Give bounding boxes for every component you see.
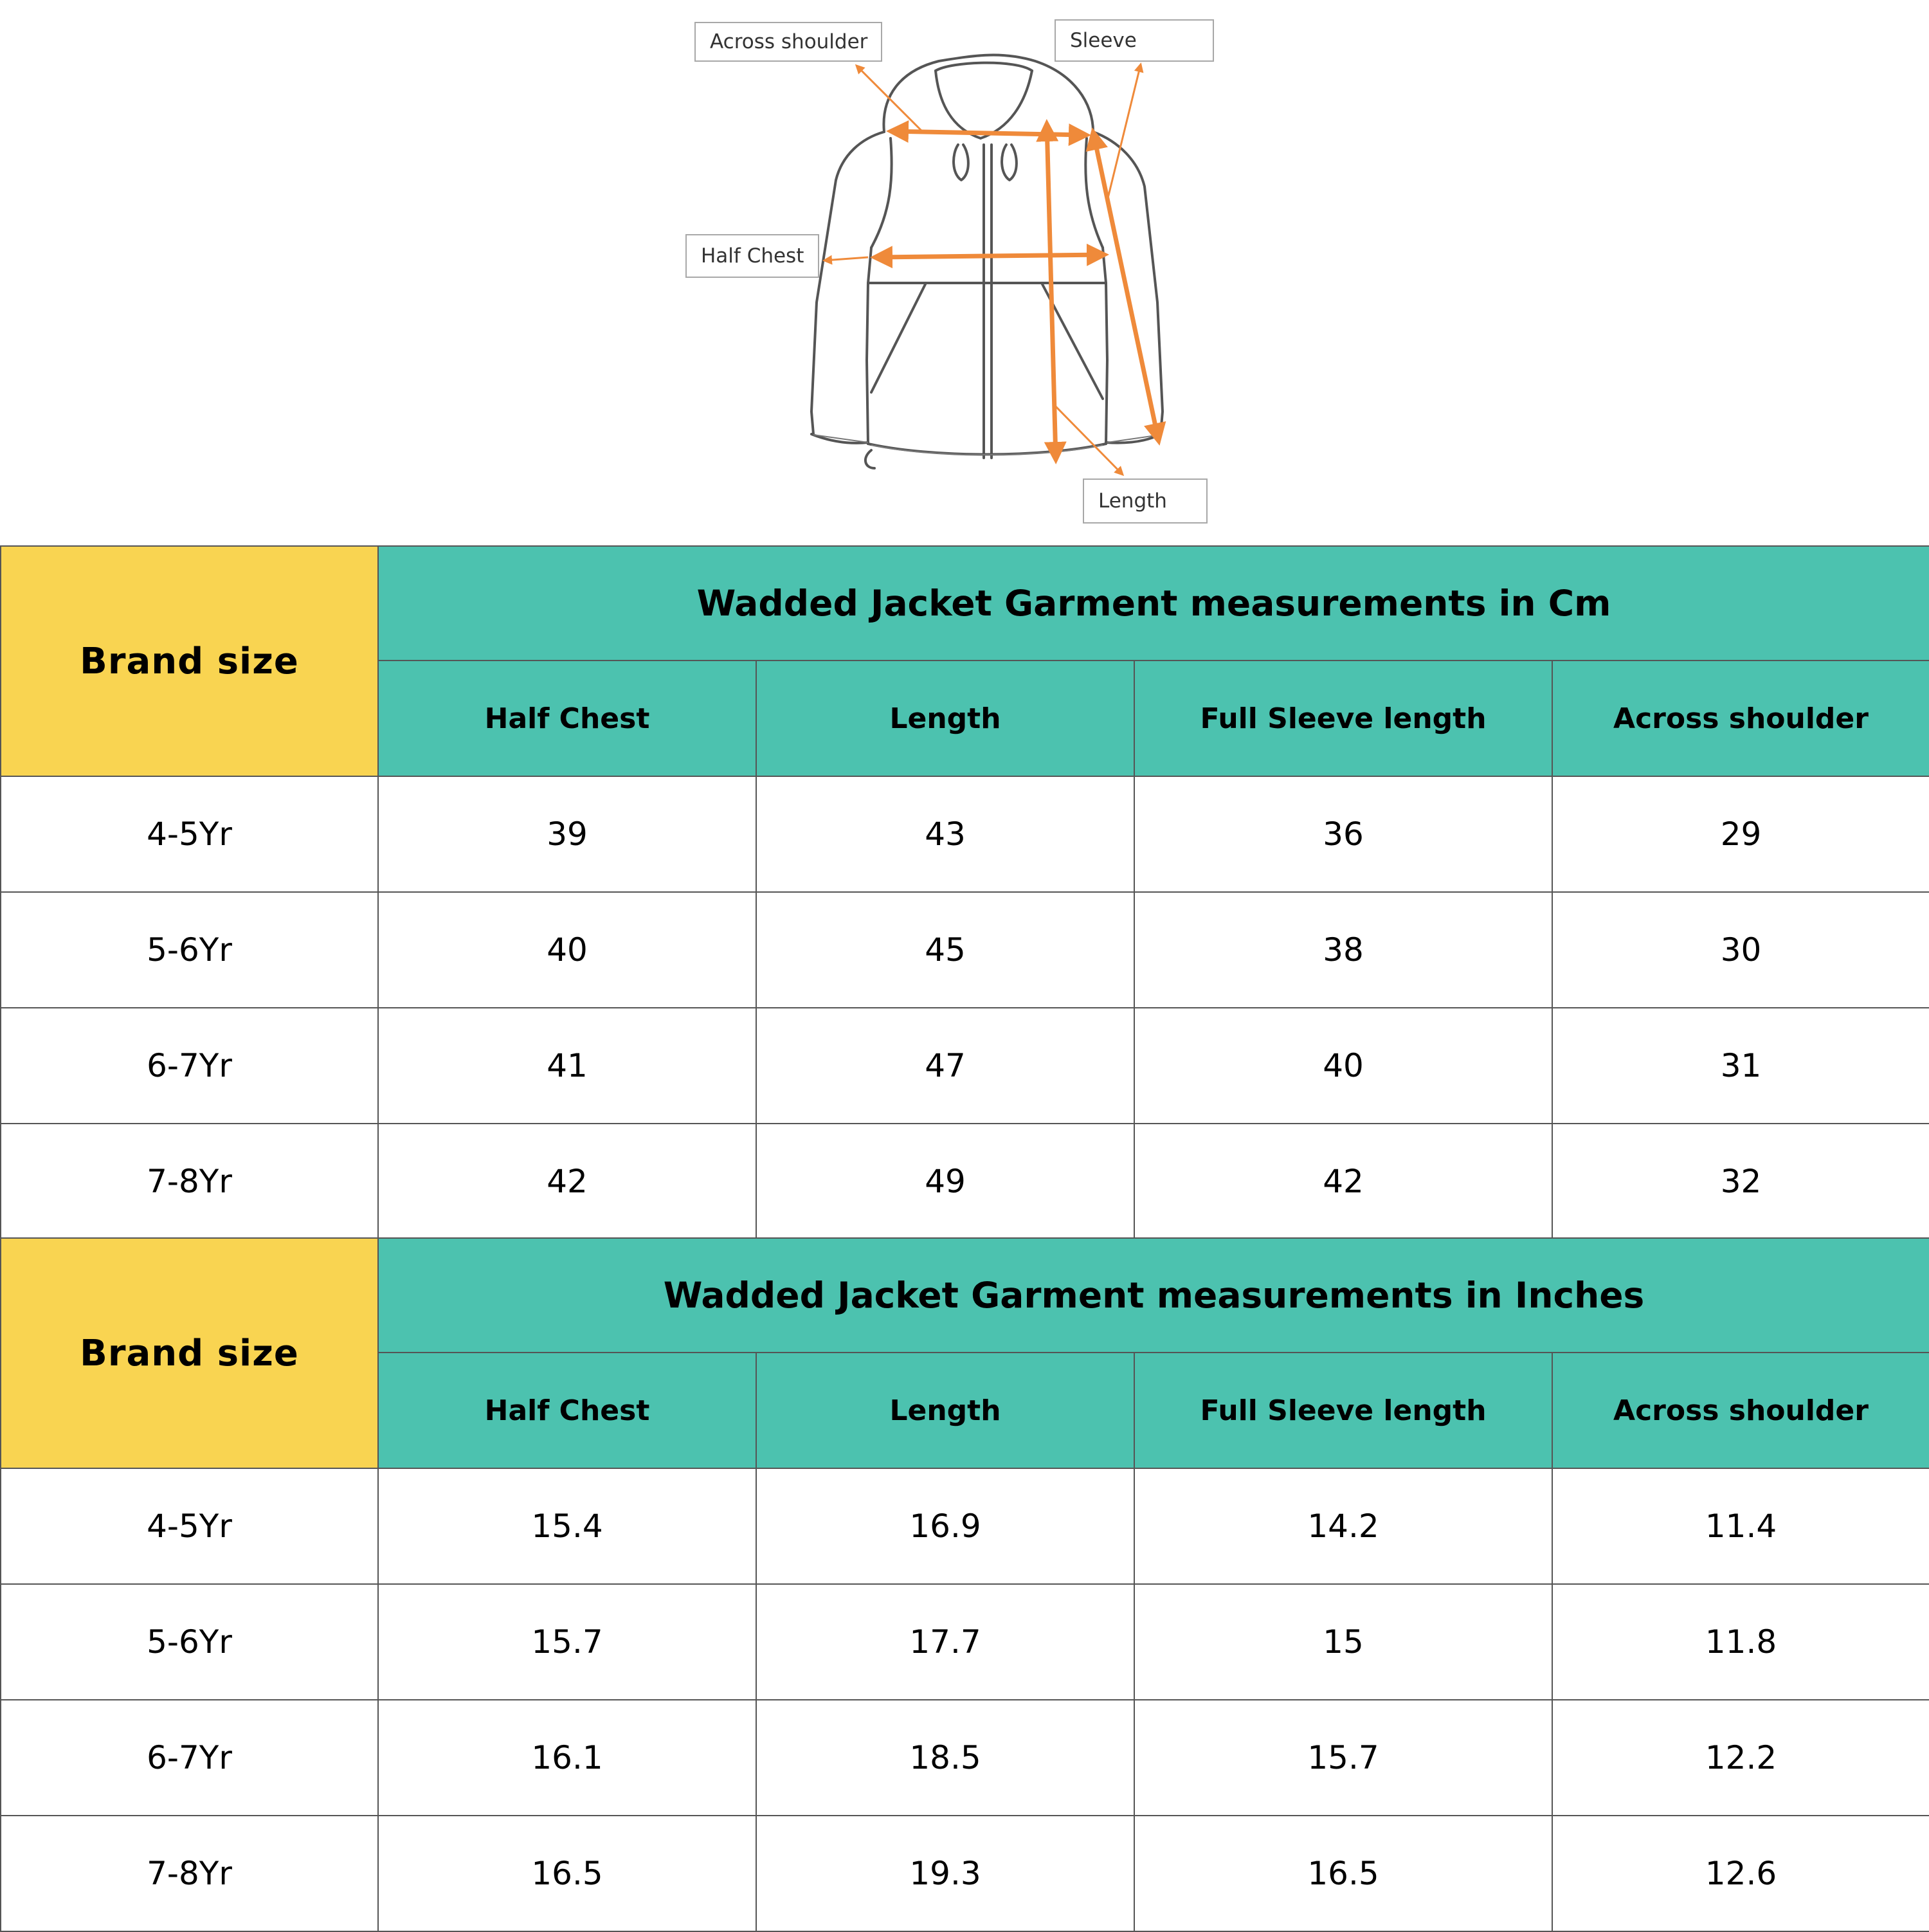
table-row <box>1 892 1929 1008</box>
column-header-length: Length <box>756 661 1134 776</box>
sleeve-label: Sleeve <box>1055 19 1214 62</box>
half-chest-cell: 15.4 <box>378 1468 756 1584</box>
sleeve-cell: 16.5 <box>1134 1816 1552 1931</box>
shoulder-cell: 32 <box>1552 1124 1929 1239</box>
column-header-across-shoulder: Across shoulder <box>1552 661 1929 776</box>
sleeve-cell: 40 <box>1134 1008 1552 1124</box>
sleeve-arrow <box>1093 132 1159 441</box>
across-shoulder-label: Across shoulder <box>694 22 882 62</box>
length-cell: 16.9 <box>756 1468 1134 1584</box>
half-chest-cell: 16.5 <box>378 1816 756 1931</box>
size-table-inches <box>0 1237 1929 1932</box>
table-row <box>1 1468 1929 1584</box>
length-cell: 49 <box>756 1124 1134 1239</box>
table-row <box>1 1008 1929 1124</box>
measurement-arrows <box>874 123 1159 460</box>
half-chest-label: Half Chest <box>685 234 819 278</box>
size-cell: 7-8Yr <box>1 1816 378 1931</box>
half-chest-cell: 39 <box>378 776 756 892</box>
table-title: Wadded Jacket Garment measurements in Cm <box>378 546 1929 661</box>
across-shoulder-arrow <box>891 131 1087 135</box>
size-cell: 4-5Yr <box>1 776 378 892</box>
jacket-measurement-diagram <box>0 0 1929 545</box>
length-cell: 45 <box>756 892 1134 1008</box>
length-cell: 18.5 <box>756 1700 1134 1816</box>
column-header-across-shoulder: Across shoulder <box>1552 1353 1929 1468</box>
column-header-length: Length <box>756 1353 1134 1468</box>
jacket-outline <box>811 55 1163 468</box>
size-cell: 6-7Yr <box>1 1700 378 1816</box>
size-table-cm <box>0 545 1929 1240</box>
shoulder-cell: 30 <box>1552 892 1929 1008</box>
table-row <box>1 1124 1929 1239</box>
table-title-row <box>1 546 1929 661</box>
hem-ribbing <box>813 435 1161 455</box>
length-cell: 47 <box>756 1008 1134 1124</box>
size-cell: 4-5Yr <box>1 1468 378 1584</box>
size-cell: 7-8Yr <box>1 1124 378 1239</box>
length-label: Length <box>1083 478 1208 524</box>
table-title-row <box>1 1238 1929 1353</box>
size-cell: 5-6Yr <box>1 892 378 1008</box>
column-header-full-sleeve-length: Full Sleeve length <box>1134 661 1552 776</box>
table-row <box>1 776 1929 892</box>
shoulder-cell: 11.8 <box>1552 1584 1929 1700</box>
shoulder-cell: 12.6 <box>1552 1816 1929 1931</box>
shoulder-cell: 29 <box>1552 776 1929 892</box>
sleeve-cell: 36 <box>1134 776 1552 892</box>
brand-size-header: Brand size <box>1 1238 378 1468</box>
shoulder-cell: 11.4 <box>1552 1468 1929 1584</box>
sleeve-cell: 15 <box>1134 1584 1552 1700</box>
sleeve-cell: 38 <box>1134 892 1552 1008</box>
shoulder-cell: 12.2 <box>1552 1700 1929 1816</box>
column-header-half-chest: Half Chest <box>378 1353 756 1468</box>
sleeve-cell: 42 <box>1134 1124 1552 1239</box>
half-chest-cell: 16.1 <box>378 1700 756 1816</box>
sleeve-cell: 14.2 <box>1134 1468 1552 1584</box>
size-cell: 5-6Yr <box>1 1584 378 1700</box>
size-cell: 6-7Yr <box>1 1008 378 1124</box>
column-header-full-sleeve-length: Full Sleeve length <box>1134 1353 1552 1468</box>
sleeve-cell: 15.7 <box>1134 1700 1552 1816</box>
shoulder-cell: 31 <box>1552 1008 1929 1124</box>
length-cell: 17.7 <box>756 1584 1134 1700</box>
half-chest-cell: 40 <box>378 892 756 1008</box>
length-arrow <box>1047 123 1056 460</box>
table-row <box>1 1816 1929 1931</box>
jacket-illustration <box>0 0 1929 545</box>
half-chest-cell: 42 <box>378 1124 756 1239</box>
column-header-half-chest: Half Chest <box>378 661 756 776</box>
length-cell: 43 <box>756 776 1134 892</box>
half-chest-cell: 15.7 <box>378 1584 756 1700</box>
table-title: Wadded Jacket Garment measurements in Inches <box>378 1238 1929 1353</box>
half-chest-arrow <box>874 255 1105 257</box>
length-cell: 19.3 <box>756 1816 1134 1931</box>
table-row <box>1 1700 1929 1816</box>
brand-size-header: Brand size <box>1 546 378 776</box>
table-row <box>1 1584 1929 1700</box>
half-chest-cell: 41 <box>378 1008 756 1124</box>
